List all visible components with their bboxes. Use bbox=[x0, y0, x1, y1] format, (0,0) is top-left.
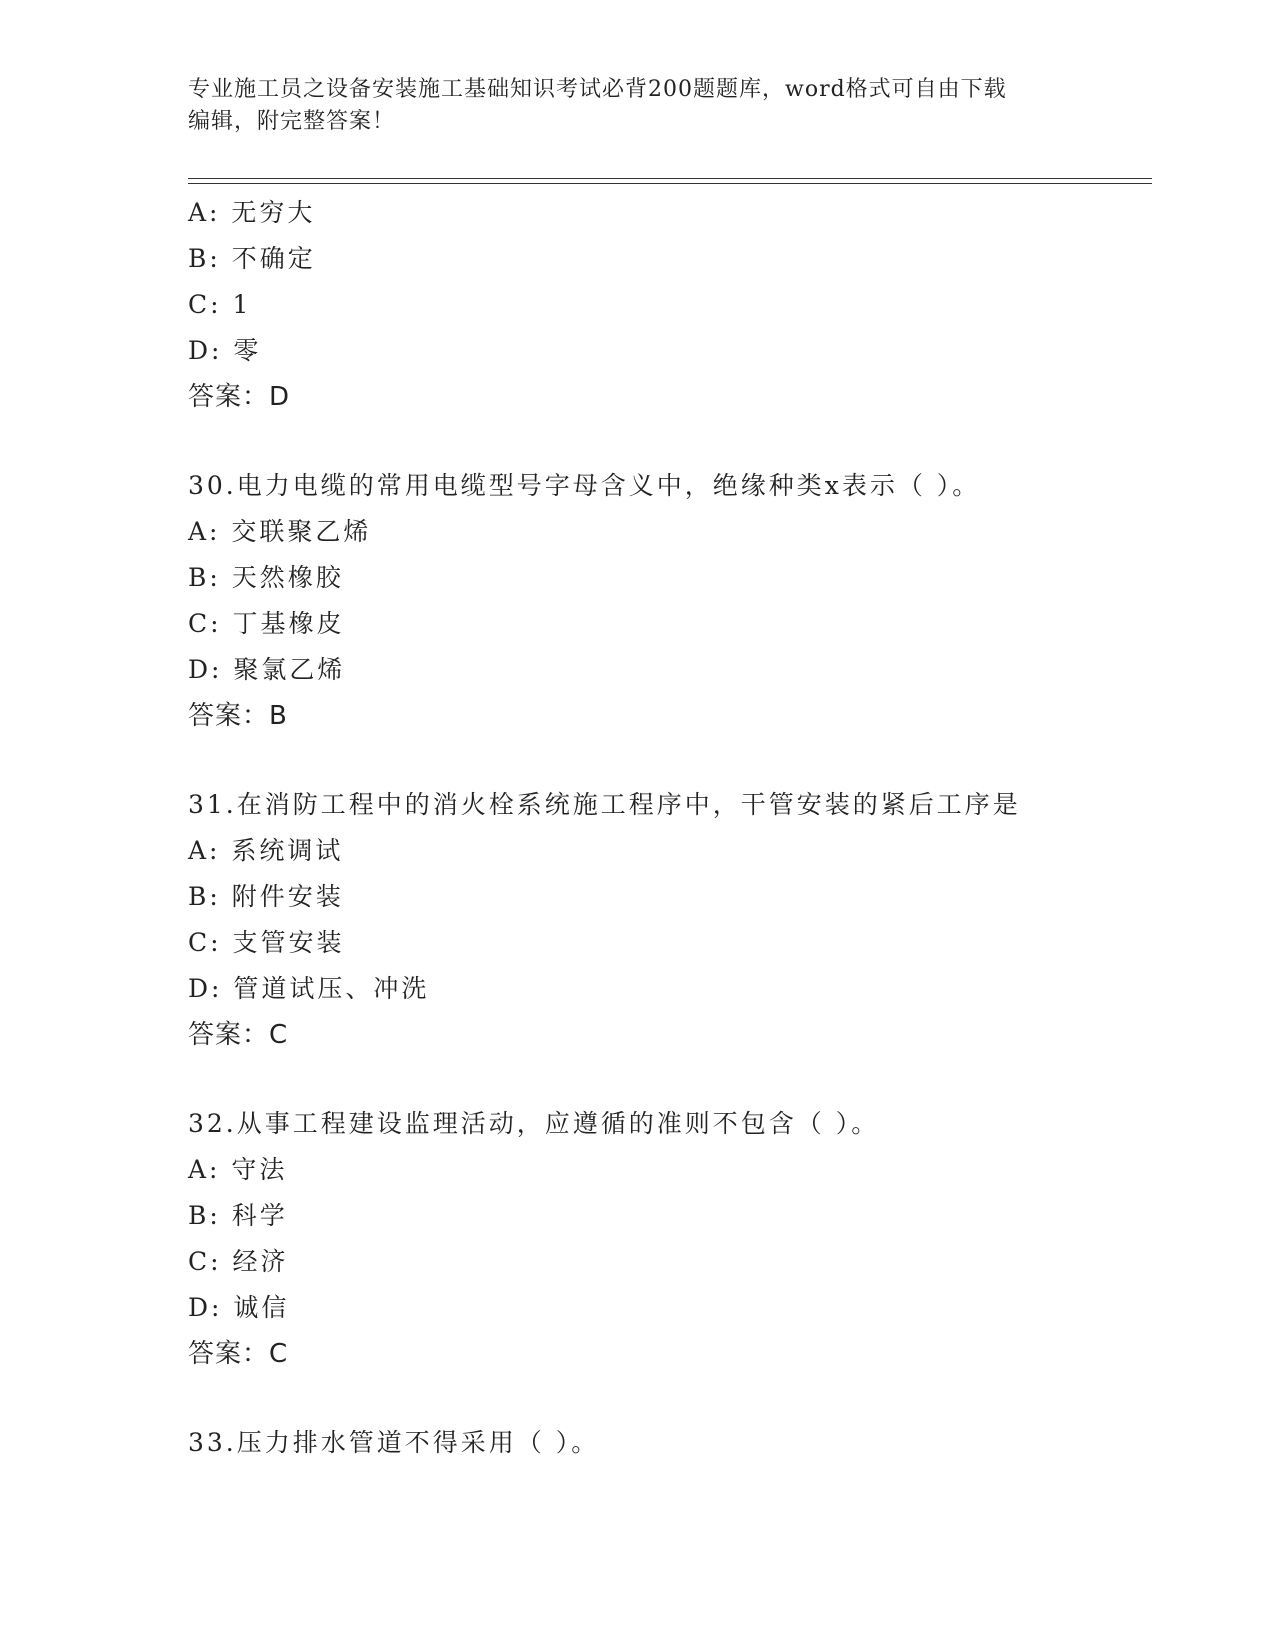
option-c: C: 丁基橡皮 bbox=[188, 609, 345, 638]
option-d: D: 聚氯乙烯 bbox=[188, 655, 346, 684]
header-divider-top bbox=[188, 178, 1152, 179]
question-title: 32.从事工程建设监理活动，应遵循的准则不包含（ ）。 bbox=[188, 1109, 880, 1138]
option-c: C: 1 bbox=[188, 290, 252, 319]
option-d: D: 零 bbox=[188, 336, 262, 365]
question-block bbox=[188, 1420, 1148, 1466]
header-line-2: 编辑，附完整答案！ bbox=[188, 109, 396, 134]
option-b: B: 科学 bbox=[188, 1201, 288, 1230]
header-line-1: 专业施工员之设备安装施工基础知识考试必背200题题库，word格式可自由下载 bbox=[188, 77, 1007, 102]
answer-label: 答案：C bbox=[188, 1339, 289, 1369]
option-b: B: 不确定 bbox=[188, 244, 316, 273]
option-c: C: 支管安装 bbox=[188, 928, 345, 957]
question-block bbox=[188, 782, 1148, 1058]
question-block bbox=[188, 190, 1148, 420]
option-b: B: 天然橡胶 bbox=[188, 563, 344, 592]
question-title: 31.在消防工程中的消火栓系统施工程序中，干管安装的紧后工序是 bbox=[188, 790, 1021, 819]
option-b: B: 附件安装 bbox=[188, 882, 344, 911]
option-a: A: 无穷大 bbox=[188, 198, 316, 227]
question-block bbox=[188, 463, 1148, 739]
option-a: A: 守法 bbox=[188, 1155, 288, 1184]
answer-label: 答案：B bbox=[188, 701, 288, 731]
question-title: 30.电力电缆的常用电缆型号字母含义中，绝缘种类x表示（ ）。 bbox=[188, 471, 981, 500]
answer-label: 答案：D bbox=[188, 382, 291, 412]
header-divider-bottom bbox=[188, 183, 1152, 184]
option-d: D: 管道试压、冲洗 bbox=[188, 974, 430, 1003]
document-header bbox=[188, 74, 1088, 138]
option-c: C: 经济 bbox=[188, 1247, 289, 1276]
answer-label: 答案：C bbox=[188, 1020, 289, 1050]
question-title: 33.压力排水管道不得采用（ ）。 bbox=[188, 1428, 600, 1457]
option-a: A: 交联聚乙烯 bbox=[188, 517, 372, 546]
question-block bbox=[188, 1101, 1148, 1377]
question-list bbox=[188, 190, 1148, 1466]
option-d: D: 诚信 bbox=[188, 1293, 290, 1322]
option-a: A: 系统调试 bbox=[188, 836, 344, 865]
